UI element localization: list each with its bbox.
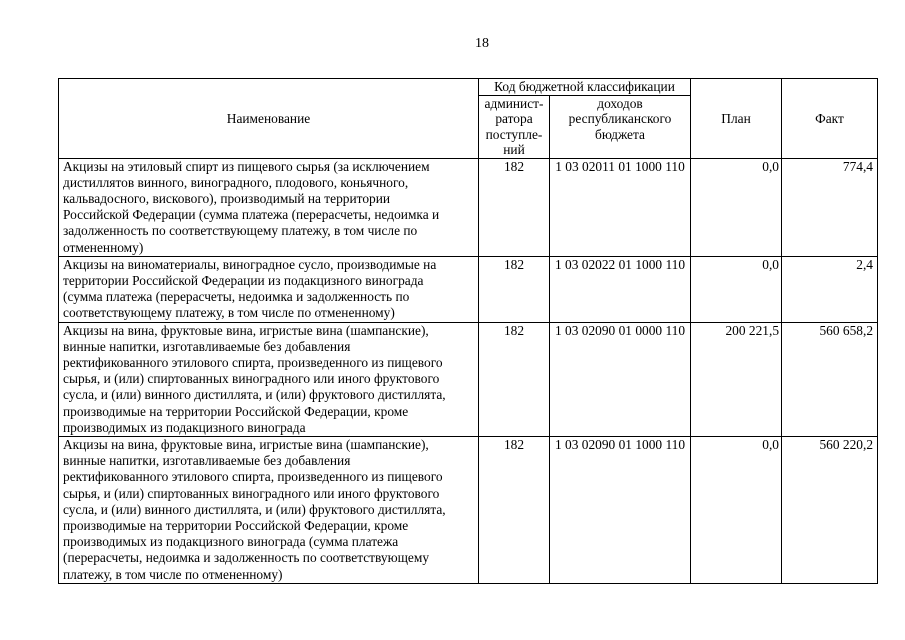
header-fact: Факт xyxy=(782,79,878,159)
row-admin-code: 182 xyxy=(479,256,550,322)
page-number: 18 xyxy=(475,36,489,51)
row-plan-value: 200 221,5 xyxy=(691,322,782,436)
row-fact-value: 560 220,2 xyxy=(782,436,878,583)
row-plan-value: 0,0 xyxy=(691,158,782,256)
text-line: сусла, и (или) винного дистиллята, и (или) фруктового дистиллята, xyxy=(63,387,446,403)
text-line: Акцизы на виноматериалы, виноградное сусло, производимые на xyxy=(63,256,437,272)
row-name-cell xyxy=(59,158,479,256)
row-budget-code: 1 03 02090 01 0000 110 xyxy=(550,322,691,436)
text-line: Акцизы на этиловый спирт из пищевого сырья (за исключением xyxy=(63,158,430,174)
text-line: Акцизы на вина, фруктовые вина, игристые вина (шампанские), xyxy=(63,322,429,338)
text-line: ний xyxy=(503,142,525,157)
text-line: ректификованного этилового спирта, произведенного из пищевого xyxy=(63,354,443,370)
text-line: (сумма платежа (перерасчеты, недоимка и задолженность по xyxy=(63,289,410,305)
text-line: поступле- xyxy=(485,126,543,142)
row-name-cell xyxy=(59,436,479,583)
table-header-row xyxy=(59,79,878,96)
row-name-cell xyxy=(59,256,479,322)
header-plan: План xyxy=(691,79,782,159)
row-budget-code: 1 03 02011 01 1000 110 xyxy=(550,158,691,256)
table-row xyxy=(59,436,878,583)
row-admin-code: 182 xyxy=(479,436,550,583)
text-line: производимые на территории Российской Федерации, кроме xyxy=(63,517,409,533)
text-line: ратора xyxy=(495,111,533,126)
row-budget-code: 1 03 02090 01 1000 110 xyxy=(550,436,691,583)
text-line: сырья, и (или) спиртованных виноградного или иного фруктового xyxy=(63,485,440,501)
text-line: производимых из подакцизного винограда xyxy=(63,419,306,435)
row-plan-value: 0,0 xyxy=(691,256,782,322)
text-line: сусла, и (или) винного дистиллята, и (или) фруктового дистиллята, xyxy=(63,501,446,517)
table-row xyxy=(59,256,878,322)
text-line: сырья, и (или) спиртованных виноградного или иного фруктового xyxy=(63,371,440,387)
text-line: Российской Федерации (сумма платежа (перерасчеты, недоимка и xyxy=(63,207,440,223)
text-line: Акцизы на вина, фруктовые вина, игристые вина (шампанские), xyxy=(63,436,429,452)
text-line: винные напитки, изготавливаемые без добавления xyxy=(63,338,351,354)
table-row xyxy=(59,322,878,436)
text-line: платежу, в том числе по отмененному) xyxy=(63,566,283,582)
budget-table xyxy=(58,78,878,584)
text-line: (перерасчеты, недоимка и задолженность по соответствующему xyxy=(63,550,430,566)
text-line: территории Российской Федерации из подакцизного винограда xyxy=(63,272,424,288)
text-line: бюджета xyxy=(595,126,645,142)
text-line: доходов xyxy=(597,95,643,111)
text-line: винные напитки, изготавливаемые без добавления xyxy=(63,453,351,469)
row-admin-code: 182 xyxy=(479,322,550,436)
text-line: кальвадосного, вискового), производимый на территории xyxy=(63,190,391,206)
table-row xyxy=(59,158,878,256)
row-admin-code: 182 xyxy=(479,158,550,256)
row-name-cell xyxy=(59,322,479,436)
row-budget-code: 1 03 02022 01 1000 110 xyxy=(550,256,691,322)
text-line: соответствующему платежу, в том числе по отмененному) xyxy=(63,305,395,321)
row-plan-value: 0,0 xyxy=(691,436,782,583)
text-line: ректификованного этилового спирта, произведенного из пищевого xyxy=(63,469,443,485)
header-code-group: Код бюджетной классификации xyxy=(479,79,691,96)
row-fact-value: 2,4 xyxy=(782,256,878,322)
text-line: дистиллятов винного, виноградного, плодового, коньячного, xyxy=(63,174,409,190)
text-line: задолженность по соответствующему платежу, в том числе по xyxy=(63,223,418,239)
text-line: производимые на территории Российской Федерации, кроме xyxy=(63,403,409,419)
text-line: республиканского xyxy=(568,111,672,126)
row-fact-value: 560 658,2 xyxy=(782,322,878,436)
text-line: производимых из подакцизного винограда (сумма платежа xyxy=(63,534,399,550)
text-line: админист- xyxy=(484,95,544,111)
text-line: отмененному) xyxy=(63,239,144,255)
row-fact-value: 774,4 xyxy=(782,158,878,256)
header-revenue xyxy=(550,95,691,158)
header-admin xyxy=(479,95,550,158)
header-name: Наименование xyxy=(59,79,479,159)
